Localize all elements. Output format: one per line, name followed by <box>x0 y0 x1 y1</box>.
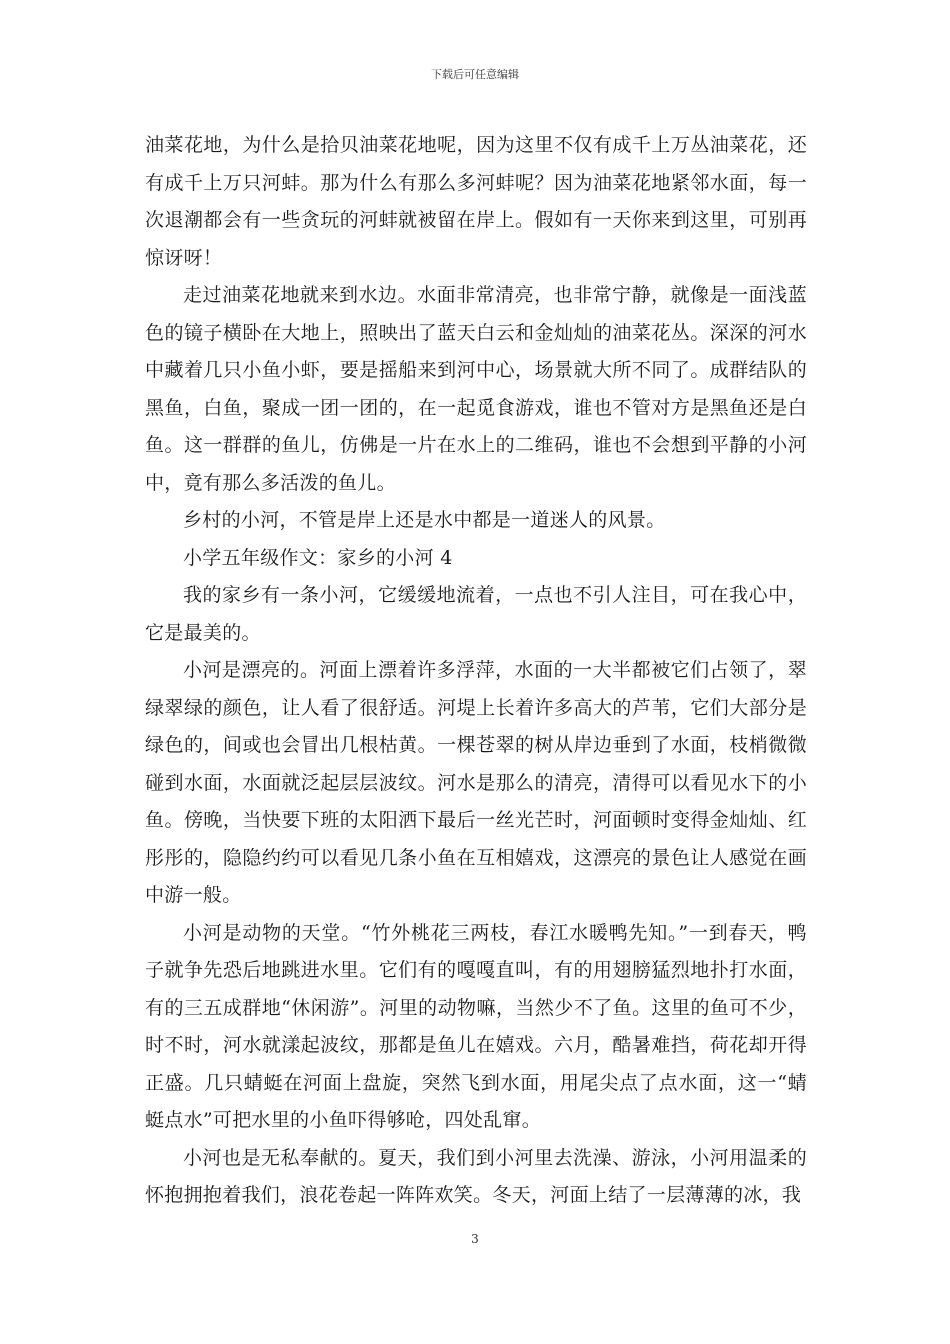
page-number: 3 <box>471 1232 479 1246</box>
paragraph: 小河是漂亮的。河面上漂着许多浮萍，水面的一大半都被它们占领了，翠绿翠绿的颜色，让人看了很舒适。河堤上长着许多高大的芦苇，它们大部分是绿色的，间或也会冒出几根枯黄。一棵苍翠的树从岸边垂到了水面，枝梢微微碰到水面，水面就泛起层层波纹。河水是那么的清亮，清得可以看见水下的小鱼。傍晚，当快要下班的太阳洒下最后一丝光芒时，河面顿时变得金灿灿、红彤彤的，隐隐约约可以看见几条小鱼在互相嬉戏，这漂亮的景色让人感觉在画中游一般。 <box>145 659 807 906</box>
paragraph: 小河是动物的天堂。“竹外桃花三两枝，春江水暖鸭先知。”一到春天，鸭子就争先恐后地跳进水里。它们有的嘎嘎直叫，有的用翅膀猛烈地扑打水面，有的三五成群地“休闲游”。河里的动物嘛，当然少不了鱼。这里的鱼可不少，时不时，河水就漾起波纹，那都是鱼儿在嬉戏。六月，酷暑难挡，荷花却开得正盛。几只蜻蜓在河面上盘旋，突然飞到水面，用尾尖点了点水面，这一“蜻蜓点水”可把水里的小鱼吓得够呛，四处乱窜。 <box>145 921 807 1131</box>
paragraph: 油菜花地，为什么是拾贝油菜花地呢，因为这里不仅有成千上万丛油菜花，还有成千上万只河蚌。那为什么有那么多河蚌呢？因为油菜花地紧邻水面，每一次退潮都会有一些贪玩的河蚌就被留在岸上。假如有一天你来到这里，可别再惊讶呀！ <box>145 134 807 269</box>
paragraph: 我的家乡有一条小河，它缓缓地流着，一点也不引人注目，可在我心中，它是最美的。 <box>145 584 807 644</box>
paragraph: 小河也是无私奉献的。夏天，我们到小河里去洗澡、游泳，小河用温柔的怀抱拥抱着我们，浪花卷起一阵阵欢笑。冬天，河面上结了一层薄薄的冰，我 <box>145 1146 807 1206</box>
paragraph: 走过油菜花地就来到水边。水面非常清亮，也非常宁静，就像是一面浅蓝色的镜子横卧在大地上，照映出了蓝天白云和金灿灿的油菜花丛。深深的河水中藏着几只小鱼小虾，要是摇船来到河中心，场景就大所不同了。成群结队的黑鱼，白鱼，聚成一团一团的，在一起觅食游戏，谁也不管对方是黑鱼还是白鱼。这一群群的鱼儿，仿佛是一片在水上的二维码，谁也不会想到平静的小河中，竟有那么多活泼的鱼儿。 <box>145 284 807 494</box>
paragraph: 乡村的小河，不管是岸上还是水中都是一道迷人的风景。 <box>183 509 666 531</box>
page-header: 下载后可任意编辑 <box>431 68 519 81</box>
document-body <box>145 127 807 1215</box>
section-title: 小学五年级作文：家乡的小河 4 <box>183 546 453 569</box>
